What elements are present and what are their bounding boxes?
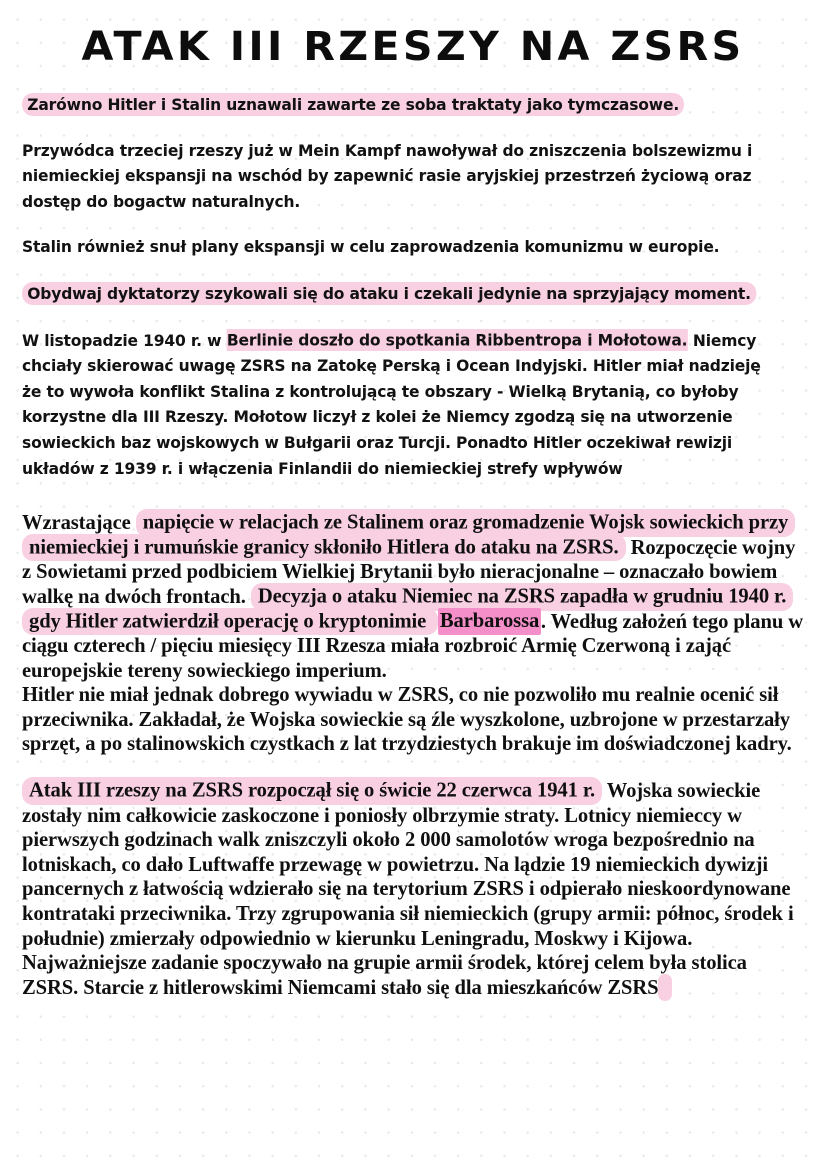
paragraph-dyktatorzy-highlight [22, 281, 777, 307]
highlight-napiecie-stalinem: napięcie w relacjach ze Stalinem oraz gromadzenie Wojsk sowieckich przy niemieckiej i rumuńskie granicy skłoniło Hitlera do ataku na ZSRS. [22, 509, 795, 561]
spacer [22, 70, 804, 92]
text-run: Wojska sowieckie zostały nim całkowicie zaskoczone i poniosły olbrzymie straty. Lotnicy niemieccy w pierwszych godzinach walk zniszczyli około 2 000 samolotów wroga bezpośrednio na lotniskach, co dało Luftwaffe przewagę w powietrzu. Na lądzie 19 niemieckich dywizji pancernych z łatwością wdzierało się na terytorium ZSRS i odpierało nieskoordynowane kontrataki przeciwnika. Trzy zgrupowania sił niemieckich (grupy armii: północ, środek i południe) zmierzały odpowiednio w kierunku Leningradu, Moskwy i Kijowa. Najważniejsze zadanie spoczywało na grupie armii środek, której celem była stolica ZSRS. Starcie z hitlerowskimi Niemcami stało się dla mieszkańców ZSRS [22, 780, 794, 999]
highlight-barbarossa: Barbarossa [438, 608, 541, 634]
text-run: Niemcy chciały skierować uwagę ZSRS na Zatokę Perską i Ocean Indyjski. Hitler miał nadzieję że to wywoła konflikt Stalina z kontrolującą te obszary - Wielką Brytanią, co byłoby korzystne dla III Rzeszy. Mołotow liczył z kolei że Niemcy zgodzą się na utworzenie sowieckich baz wojskowych w Bułgarii oraz Turcji. Ponadto Hitler oczekiwał rewizji układów z 1939 r. i włączenia Finlandii do niemieckiej strefy wpływów [22, 330, 761, 478]
spacer [22, 757, 804, 779]
highlight-wielka-wojna-ojczyzniana [658, 974, 672, 1001]
paragraph-atak-22-czerwca [22, 779, 804, 1000]
spacer [22, 118, 804, 138]
highlight-decyzja-o-ataku: Decyzja o ataku Niemiec na ZSRS zapadła w grudniu 1940 r. gdy Hitler zatwierdził operację o kryptonimie [22, 583, 793, 635]
paragraph-barbarossa [22, 511, 804, 683]
lead-highlight-paragraph [22, 92, 777, 118]
paragraph-wywiad-ocena-sil: Hitler nie miał jednak dobrego wywiadu w ZSRS, co nie pozwoliło mu realnie ocenić sił przeciwnika. Zakładał, że Wojska sowieckie są źle wyszkolone, uzbrojone w przestarzały sprzęt, a po stalinowskich czystkach z lat trzydziestych brakuje im doświadczonej kadry. [22, 684, 792, 756]
text-run: Wzrastające [22, 512, 136, 535]
paragraph-berlin-spotkanie [22, 328, 777, 482]
text-run: . Według założeń tego planu w ciągu czterech / pięciu miesięcy III Rzesza miała rozbroić Armię Czerwoną i zająć europejskie tereny sowieckiego imperium. [22, 610, 804, 682]
text-run: W listopadzie 1940 r. w [22, 330, 227, 350]
paragraph-hitler-mein-kampf: Przywódca trzeciej rzeszy już w Mein Kampf nawoływał do zniszczenia bolszewizmu i niemieckiej ekspansji na wschód by zapewnić rasie aryjskiej przestrzeń życiową oraz dostęp do bogactw naturalnych. [22, 140, 753, 211]
paragraph-stalin-ekspansja: Stalin również snuł plany ekspansji w celu zaprowadzenia komunizmu w europie. [22, 237, 720, 257]
spacer [22, 307, 804, 328]
highlight-berlin: Berlinie doszło do spotkania Ribbentropa i Mołotowa. [226, 330, 688, 350]
highlight-lead: Zarówno Hitler i Stalin uznawali zawarte ze soba traktaty jako tymczasowe. [22, 93, 684, 116]
spacer [22, 214, 804, 234]
page-title: ATAK III RZESZY NA ZSRS [81, 24, 745, 70]
highlight-dyktatorzy: Obydwaj dyktatorzy szykowali się do ataku i czekali jedynie na sprzyjający moment. [22, 282, 756, 305]
spacer [22, 260, 804, 281]
highlight-atak-data: Atak III rzeszy na ZSRS rozpoczął się o świcie 22 czerwca 1941 r. [22, 777, 602, 804]
text-run: Rozpoczęcie wojny z Sowietami przed podbiciem Wielkiej Brytanii było nieracjonalne – oznaczało bowiem walkę na dwóch frontach. [22, 536, 796, 608]
spacer [22, 481, 804, 511]
